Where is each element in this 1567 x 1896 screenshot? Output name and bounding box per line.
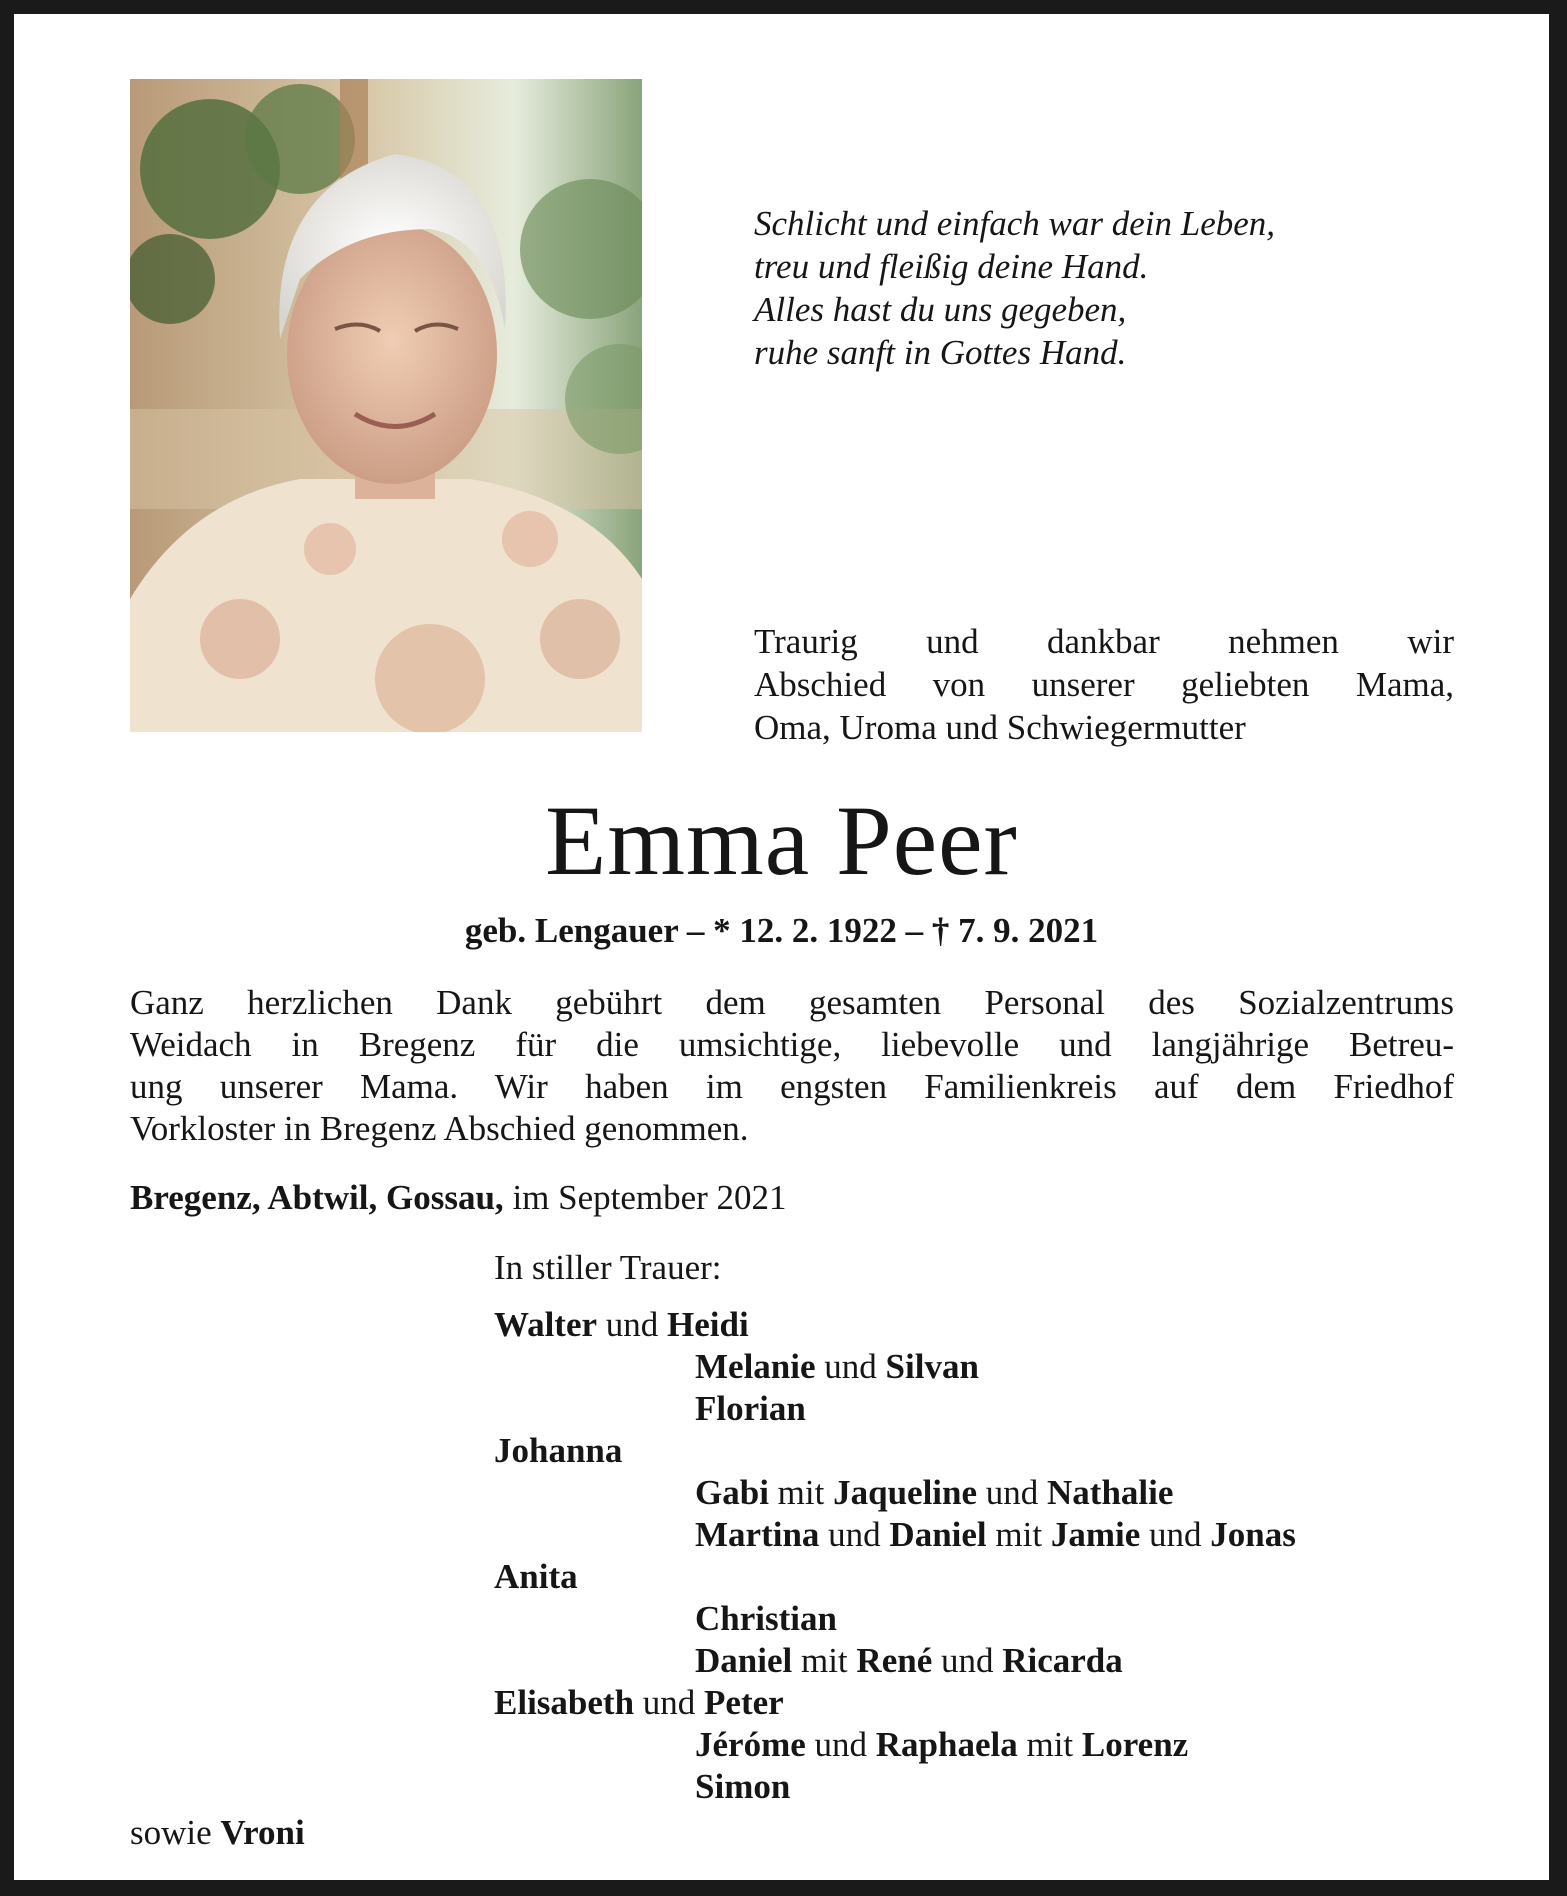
- verse-line: Schlicht und einfach war dein Leben,: [754, 204, 1276, 243]
- portrait-photo: [130, 79, 642, 732]
- family-member-name: Johanna: [494, 1431, 623, 1470]
- family-connector: mit: [768, 1473, 834, 1512]
- family-row: [494, 1640, 1296, 1682]
- family-connector: und: [819, 1515, 890, 1554]
- family-row: [494, 1556, 1296, 1598]
- family-member-name: Anita: [494, 1557, 578, 1596]
- family-connector: mit: [986, 1515, 1051, 1554]
- place-towns: Bregenz, Abtwil, Gossau,: [130, 1178, 504, 1217]
- family-member-name: Jaqueline: [833, 1473, 978, 1512]
- intro-text: [754, 620, 1454, 749]
- family-connector: mit: [792, 1641, 857, 1680]
- family-row: [494, 1388, 1296, 1430]
- sowie-line: [130, 1812, 305, 1854]
- intro-line: Traurig und dankbar nehmen wir: [754, 622, 1454, 661]
- obituary-notice: [14, 14, 1549, 1880]
- family-member-name: Jonas: [1210, 1515, 1296, 1554]
- thanks-line: Ganz herzlichen Dank gebührt dem gesamten Personal des Sozialzentrums: [130, 983, 1454, 1022]
- family-member-name: Jéróme: [695, 1725, 806, 1764]
- family-connector: und: [815, 1347, 886, 1386]
- intro-line: Abschied von unserer geliebten Mama,: [754, 665, 1454, 704]
- thanks-paragraph: [130, 982, 1454, 1150]
- sowie-prefix: sowie: [130, 1813, 212, 1852]
- family-member-name: Walter: [494, 1305, 598, 1344]
- family-member-name: Ricarda: [1002, 1641, 1123, 1680]
- family-member-name: Daniel: [889, 1515, 987, 1554]
- family-row: [494, 1598, 1296, 1640]
- family-row: [494, 1346, 1296, 1388]
- family-member-name: Raphaela: [875, 1725, 1018, 1764]
- family-member-name: Nathalie: [1047, 1473, 1174, 1512]
- family-row: [494, 1682, 1296, 1724]
- family-member-name: Gabi: [695, 1473, 769, 1512]
- family-member-name: Elisabeth: [494, 1683, 635, 1722]
- family-connector: und: [977, 1473, 1048, 1512]
- verse-line: treu und fleißig deine Hand.: [754, 247, 1149, 286]
- deceased-name: Emma Peer: [545, 785, 1018, 896]
- family-list: [494, 1304, 1296, 1808]
- birth-death-dates: geb. Lengauer – * 12. 2. 1922 – † 7. 9. 2021: [464, 911, 1099, 950]
- family-member-name: Peter: [704, 1683, 784, 1722]
- family-member-name: Christian: [695, 1599, 837, 1638]
- family-row: [494, 1514, 1296, 1556]
- family-row: [494, 1304, 1296, 1346]
- family-member-name: Florian: [695, 1389, 806, 1428]
- mourning-label: In stiller Trauer:: [494, 1248, 722, 1287]
- verse-poem: [754, 202, 1275, 374]
- family-member-name: Daniel: [695, 1641, 793, 1680]
- family-member-name: Heidi: [667, 1305, 749, 1344]
- thanks-line: Vorkloster in Bregenz Abschied genommen.: [130, 1109, 749, 1148]
- thanks-line: Weidach in Bregenz für die umsichtige, liebevolle und langjährige Betreu-: [130, 1025, 1454, 1064]
- family-member-name: Martina: [695, 1515, 820, 1554]
- family-member-name: Silvan: [885, 1347, 979, 1386]
- sowie-name: Vroni: [220, 1813, 305, 1852]
- family-member-name: Lorenz: [1081, 1725, 1189, 1764]
- family-connector: und: [932, 1641, 1003, 1680]
- family-member-name: Simon: [695, 1767, 791, 1806]
- verse-line: ruhe sanft in Gottes Hand.: [754, 333, 1127, 372]
- family-member-name: Melanie: [695, 1347, 816, 1386]
- family-row: [494, 1430, 1296, 1472]
- family-row: [494, 1766, 1296, 1808]
- verse-line: Alles hast du uns gegeben,: [754, 290, 1127, 329]
- family-connector: und: [805, 1725, 876, 1764]
- family-row: [494, 1724, 1296, 1766]
- intro-line: Oma, Uroma und Schwiegermutter: [754, 708, 1246, 747]
- family-connector: und: [1140, 1515, 1211, 1554]
- family-connector: und: [597, 1305, 668, 1344]
- family-connector: mit: [1017, 1725, 1082, 1764]
- family-connector: und: [634, 1683, 705, 1722]
- place-date-line: [130, 1177, 787, 1219]
- family-member-name: René: [856, 1641, 933, 1680]
- place-date: im September 2021: [512, 1178, 787, 1217]
- thanks-line: ung unserer Mama. Wir haben im engsten Familienkreis auf dem Friedhof: [130, 1067, 1454, 1106]
- family-row: [494, 1472, 1296, 1514]
- family-member-name: Jamie: [1050, 1515, 1141, 1554]
